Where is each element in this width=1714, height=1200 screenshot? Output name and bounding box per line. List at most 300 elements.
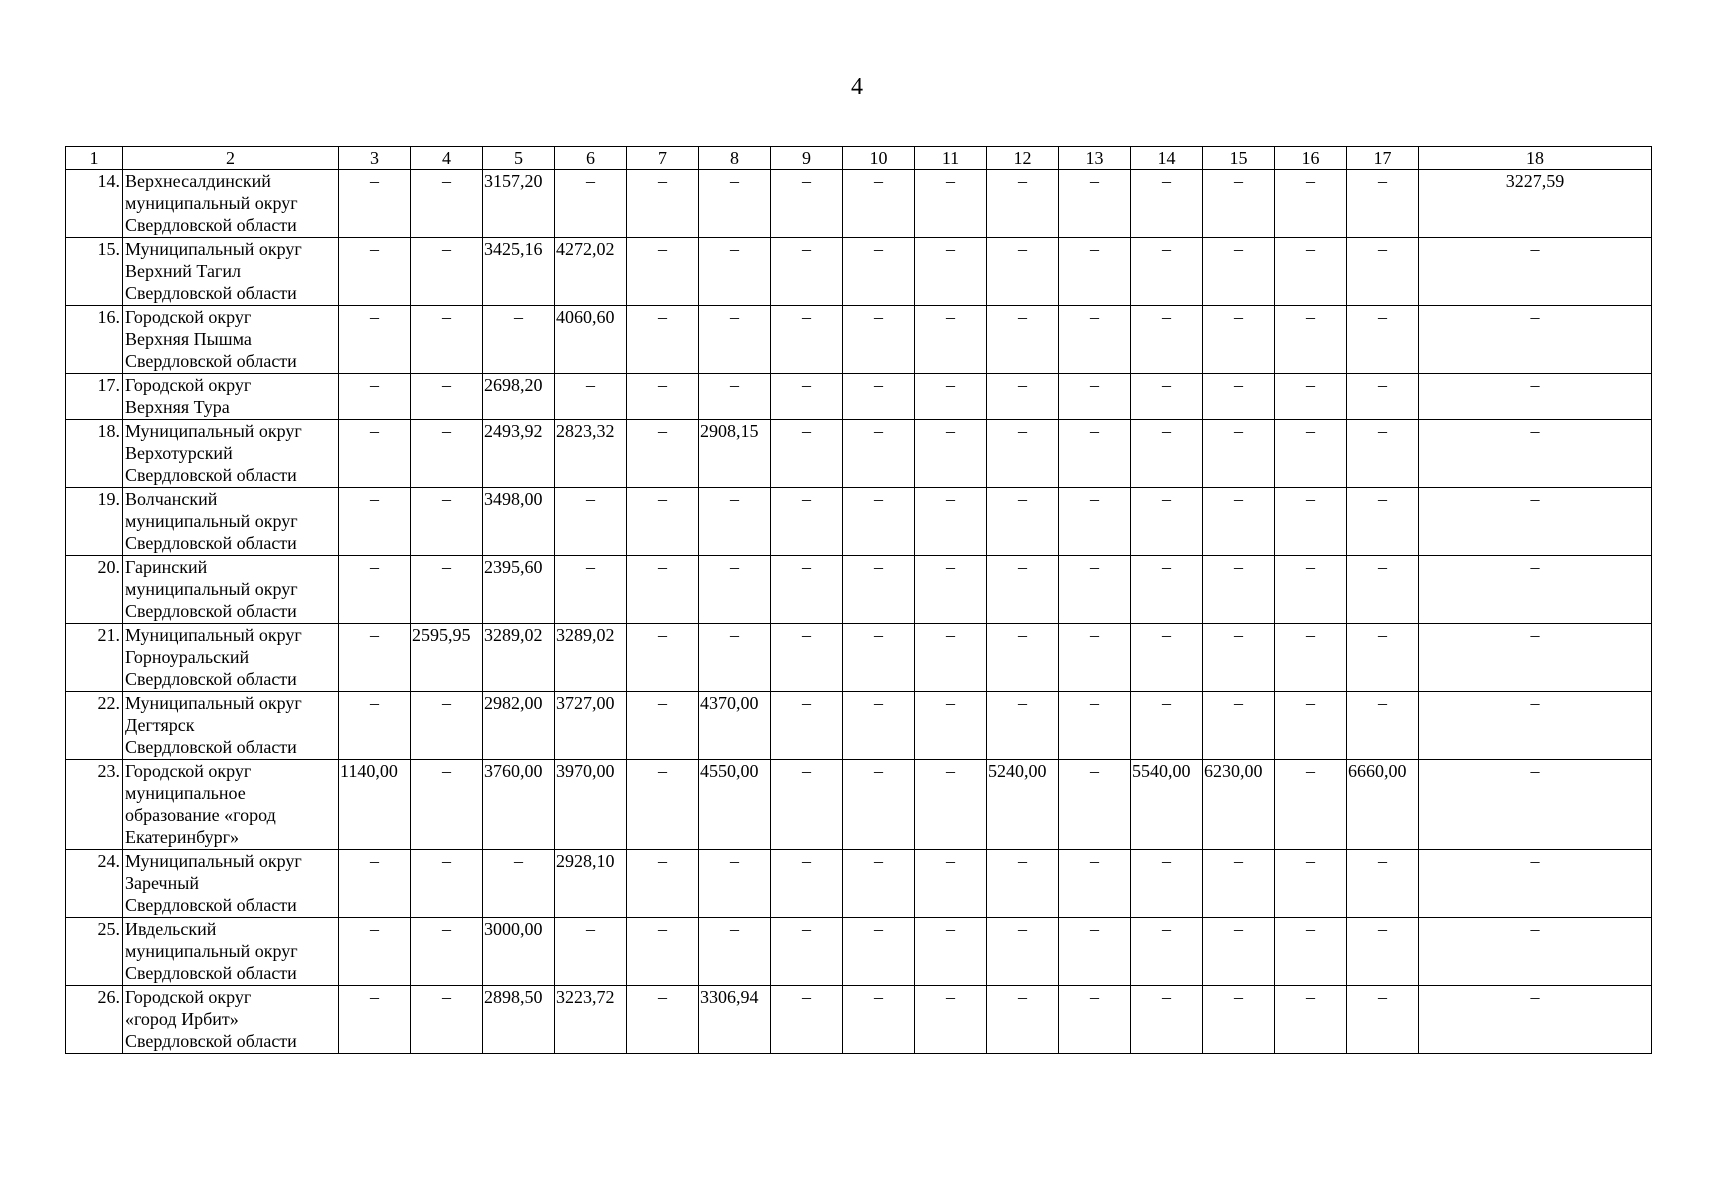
row-number: 25. bbox=[66, 918, 123, 986]
value-cell: 2493,92 bbox=[483, 420, 555, 488]
column-header: 15 bbox=[1203, 147, 1275, 170]
municipality-name-line: муниципальный округ bbox=[125, 941, 298, 961]
row-number: 22. bbox=[66, 692, 123, 760]
value-cell: – bbox=[411, 692, 483, 760]
municipality-name-line: Свердловской области bbox=[125, 895, 297, 915]
value-cell: – bbox=[1203, 918, 1275, 986]
value-cell: 6230,00 bbox=[1203, 760, 1275, 850]
table-row bbox=[66, 760, 1652, 850]
value-cell: – bbox=[987, 374, 1059, 420]
value-cell: 4060,60 bbox=[555, 306, 627, 374]
value-cell: – bbox=[1275, 306, 1347, 374]
value-cell: 2908,15 bbox=[699, 420, 771, 488]
row-number: 17. bbox=[66, 374, 123, 420]
value-cell: – bbox=[1131, 850, 1203, 918]
value-cell: – bbox=[987, 850, 1059, 918]
table-row bbox=[66, 624, 1652, 692]
value-cell: – bbox=[987, 556, 1059, 624]
value-cell: – bbox=[1275, 374, 1347, 420]
municipality-name-line: Свердловской области bbox=[125, 669, 297, 689]
municipality-name-line: Свердловской области bbox=[125, 533, 297, 553]
value-cell: – bbox=[1203, 170, 1275, 238]
value-cell: – bbox=[627, 238, 699, 306]
row-number: 20. bbox=[66, 556, 123, 624]
value-cell: – bbox=[771, 918, 843, 986]
value-cell: – bbox=[843, 420, 915, 488]
value-cell: – bbox=[1347, 488, 1419, 556]
value-cell: – bbox=[1131, 556, 1203, 624]
value-cell: – bbox=[771, 170, 843, 238]
municipality-name-line: Муниципальный округ bbox=[125, 239, 302, 259]
value-cell: – bbox=[1347, 624, 1419, 692]
municipality-name-line: Ивдельский bbox=[125, 919, 217, 939]
value-cell: – bbox=[843, 374, 915, 420]
row-number: 21. bbox=[66, 624, 123, 692]
value-cell: – bbox=[411, 850, 483, 918]
value-cell: – bbox=[1347, 850, 1419, 918]
municipality-name-line: Свердловской области bbox=[125, 283, 297, 303]
value-cell: 6660,00 bbox=[1347, 760, 1419, 850]
value-cell: – bbox=[555, 374, 627, 420]
value-cell: – bbox=[627, 850, 699, 918]
value-cell: – bbox=[699, 556, 771, 624]
value-cell: – bbox=[1131, 918, 1203, 986]
tariff-table bbox=[65, 146, 1652, 1054]
value-cell: 3760,00 bbox=[483, 760, 555, 850]
value-cell: – bbox=[915, 556, 987, 624]
value-cell: – bbox=[915, 170, 987, 238]
value-cell: – bbox=[339, 986, 411, 1054]
value-cell: – bbox=[555, 556, 627, 624]
value-cell: – bbox=[1131, 692, 1203, 760]
value-cell: – bbox=[1059, 306, 1131, 374]
value-cell: – bbox=[1347, 692, 1419, 760]
table-row bbox=[66, 238, 1652, 306]
value-cell: – bbox=[915, 850, 987, 918]
value-cell: 3306,94 bbox=[699, 986, 771, 1054]
value-cell: – bbox=[843, 986, 915, 1054]
value-cell: – bbox=[339, 488, 411, 556]
table-row bbox=[66, 488, 1652, 556]
municipality-name bbox=[123, 488, 339, 556]
value-cell: 2698,20 bbox=[483, 374, 555, 420]
municipality-name-line: Свердловской области bbox=[125, 465, 297, 485]
value-cell: – bbox=[1275, 488, 1347, 556]
value-cell: – bbox=[1203, 420, 1275, 488]
column-header: 10 bbox=[843, 147, 915, 170]
value-cell: – bbox=[555, 488, 627, 556]
municipality-name bbox=[123, 918, 339, 986]
value-cell: – bbox=[1203, 850, 1275, 918]
column-header: 2 bbox=[123, 147, 339, 170]
municipality-name-line: Свердловской области bbox=[125, 215, 297, 235]
value-cell: – bbox=[915, 374, 987, 420]
municipality-name-line: Верхнесалдинский bbox=[125, 171, 271, 191]
value-cell: – bbox=[627, 760, 699, 850]
value-cell: – bbox=[411, 556, 483, 624]
value-cell: – bbox=[843, 850, 915, 918]
value-cell: – bbox=[771, 556, 843, 624]
row-number: 19. bbox=[66, 488, 123, 556]
municipality-name-line: Верхний Тагил bbox=[125, 261, 241, 281]
value-cell: – bbox=[987, 488, 1059, 556]
value-cell: – bbox=[1347, 986, 1419, 1054]
value-cell: – bbox=[1059, 692, 1131, 760]
value-cell: – bbox=[1059, 986, 1131, 1054]
value-cell: – bbox=[1347, 306, 1419, 374]
value-cell: – bbox=[987, 986, 1059, 1054]
value-cell: – bbox=[1347, 170, 1419, 238]
value-cell: – bbox=[843, 170, 915, 238]
value-cell: – bbox=[915, 238, 987, 306]
column-header: 12 bbox=[987, 147, 1059, 170]
value-cell: – bbox=[1203, 624, 1275, 692]
value-cell: 3425,16 bbox=[483, 238, 555, 306]
value-cell: 3727,00 bbox=[555, 692, 627, 760]
value-cell: – bbox=[1131, 238, 1203, 306]
value-cell: – bbox=[1347, 238, 1419, 306]
column-header: 7 bbox=[627, 147, 699, 170]
value-cell: – bbox=[1275, 420, 1347, 488]
value-cell: – bbox=[1419, 986, 1652, 1054]
value-cell: – bbox=[699, 238, 771, 306]
value-cell: – bbox=[843, 692, 915, 760]
municipality-name-line: Городской округ bbox=[125, 375, 252, 395]
value-cell: – bbox=[1059, 850, 1131, 918]
value-cell: – bbox=[1275, 918, 1347, 986]
column-header: 9 bbox=[771, 147, 843, 170]
value-cell: – bbox=[987, 238, 1059, 306]
value-cell: – bbox=[555, 170, 627, 238]
value-cell: – bbox=[771, 692, 843, 760]
value-cell: – bbox=[1203, 556, 1275, 624]
municipality-name bbox=[123, 850, 339, 918]
column-header: 1 bbox=[66, 147, 123, 170]
value-cell: – bbox=[987, 420, 1059, 488]
value-cell: – bbox=[627, 918, 699, 986]
value-cell: – bbox=[843, 306, 915, 374]
value-cell: – bbox=[1131, 170, 1203, 238]
municipality-name-line: Муниципальный округ bbox=[125, 693, 302, 713]
value-cell: 3157,20 bbox=[483, 170, 555, 238]
municipality-name-line: Свердловской области bbox=[125, 351, 297, 371]
value-cell: – bbox=[1275, 986, 1347, 1054]
value-cell: – bbox=[915, 306, 987, 374]
value-cell: 2395,60 bbox=[483, 556, 555, 624]
value-cell: – bbox=[915, 760, 987, 850]
value-cell: – bbox=[1419, 488, 1652, 556]
value-cell: – bbox=[1203, 488, 1275, 556]
value-cell: – bbox=[1419, 918, 1652, 986]
municipality-name-line: Городской округ bbox=[125, 987, 252, 1007]
value-cell: – bbox=[627, 488, 699, 556]
municipality-name bbox=[123, 238, 339, 306]
value-cell: – bbox=[915, 420, 987, 488]
value-cell: 4550,00 bbox=[699, 760, 771, 850]
column-header: 11 bbox=[915, 147, 987, 170]
value-cell: – bbox=[627, 556, 699, 624]
value-cell: – bbox=[1059, 918, 1131, 986]
municipality-name-line: Муниципальный округ bbox=[125, 625, 302, 645]
table-row bbox=[66, 918, 1652, 986]
municipality-name bbox=[123, 624, 339, 692]
value-cell: – bbox=[843, 918, 915, 986]
value-cell: – bbox=[339, 306, 411, 374]
value-cell: – bbox=[1275, 692, 1347, 760]
table-row bbox=[66, 170, 1652, 238]
row-number: 24. bbox=[66, 850, 123, 918]
value-cell: 2898,50 bbox=[483, 986, 555, 1054]
value-cell: 4370,00 bbox=[699, 692, 771, 760]
value-cell: 3000,00 bbox=[483, 918, 555, 986]
value-cell: 3498,00 bbox=[483, 488, 555, 556]
value-cell: – bbox=[627, 692, 699, 760]
value-cell: – bbox=[339, 420, 411, 488]
value-cell: – bbox=[1275, 850, 1347, 918]
value-cell: – bbox=[1131, 420, 1203, 488]
value-cell: – bbox=[627, 624, 699, 692]
row-number: 26. bbox=[66, 986, 123, 1054]
value-cell: – bbox=[1131, 374, 1203, 420]
value-cell: 2982,00 bbox=[483, 692, 555, 760]
value-cell: – bbox=[915, 986, 987, 1054]
column-header: 17 bbox=[1347, 147, 1419, 170]
value-cell: – bbox=[627, 306, 699, 374]
value-cell: 3970,00 bbox=[555, 760, 627, 850]
value-cell: – bbox=[1419, 624, 1652, 692]
value-cell: – bbox=[1203, 238, 1275, 306]
row-number: 23. bbox=[66, 760, 123, 850]
value-cell: – bbox=[915, 692, 987, 760]
municipality-name-line: Дегтярск bbox=[125, 715, 195, 735]
value-cell: – bbox=[411, 306, 483, 374]
value-cell: – bbox=[771, 306, 843, 374]
municipality-name bbox=[123, 306, 339, 374]
value-cell: – bbox=[1275, 760, 1347, 850]
value-cell: – bbox=[339, 692, 411, 760]
value-cell: – bbox=[627, 374, 699, 420]
value-cell: – bbox=[699, 374, 771, 420]
municipality-name-line: Верхняя Тура bbox=[125, 397, 230, 417]
value-cell: – bbox=[411, 760, 483, 850]
value-cell: – bbox=[555, 918, 627, 986]
value-cell: 5540,00 bbox=[1131, 760, 1203, 850]
value-cell: – bbox=[771, 488, 843, 556]
value-cell: – bbox=[1419, 692, 1652, 760]
value-cell: – bbox=[1203, 986, 1275, 1054]
value-cell: – bbox=[1059, 170, 1131, 238]
value-cell: – bbox=[771, 420, 843, 488]
row-number: 18. bbox=[66, 420, 123, 488]
value-cell: – bbox=[915, 488, 987, 556]
column-header: 13 bbox=[1059, 147, 1131, 170]
municipality-name bbox=[123, 374, 339, 420]
column-header: 8 bbox=[699, 147, 771, 170]
value-cell: – bbox=[1419, 556, 1652, 624]
value-cell: – bbox=[699, 850, 771, 918]
value-cell: – bbox=[339, 850, 411, 918]
value-cell: – bbox=[1203, 306, 1275, 374]
table-row bbox=[66, 306, 1652, 374]
value-cell: – bbox=[1275, 170, 1347, 238]
table-body bbox=[66, 170, 1652, 1054]
value-cell: – bbox=[771, 760, 843, 850]
value-cell: – bbox=[987, 306, 1059, 374]
municipality-name-line: Екатеринбург» bbox=[125, 827, 239, 847]
municipality-name bbox=[123, 170, 339, 238]
value-cell: – bbox=[1203, 692, 1275, 760]
municipality-name bbox=[123, 986, 339, 1054]
value-cell: 3227,59 bbox=[1419, 170, 1652, 238]
value-cell: 3289,02 bbox=[555, 624, 627, 692]
municipality-name-line: образование «город bbox=[125, 805, 276, 825]
municipality-name-line: Свердловской области bbox=[125, 737, 297, 757]
value-cell: – bbox=[1131, 986, 1203, 1054]
table-row bbox=[66, 692, 1652, 760]
value-cell: – bbox=[771, 986, 843, 1054]
value-cell: 4272,02 bbox=[555, 238, 627, 306]
value-cell: – bbox=[1419, 306, 1652, 374]
value-cell: – bbox=[1275, 238, 1347, 306]
column-header: 6 bbox=[555, 147, 627, 170]
value-cell: – bbox=[411, 170, 483, 238]
row-number: 15. bbox=[66, 238, 123, 306]
value-cell: – bbox=[1059, 556, 1131, 624]
municipality-name-line: Городской округ bbox=[125, 307, 252, 327]
value-cell: – bbox=[1275, 556, 1347, 624]
value-cell: – bbox=[915, 624, 987, 692]
value-cell: – bbox=[1131, 306, 1203, 374]
column-header: 16 bbox=[1275, 147, 1347, 170]
value-cell: – bbox=[1059, 624, 1131, 692]
municipality-name-line: Верхотурский bbox=[125, 443, 233, 463]
value-cell: – bbox=[987, 624, 1059, 692]
value-cell: – bbox=[1059, 760, 1131, 850]
value-cell: – bbox=[1347, 918, 1419, 986]
municipality-name bbox=[123, 760, 339, 850]
value-cell: – bbox=[699, 624, 771, 692]
municipality-name-line: Горноуральский bbox=[125, 647, 250, 667]
value-cell: 2928,10 bbox=[555, 850, 627, 918]
value-cell: – bbox=[1059, 374, 1131, 420]
row-number: 16. bbox=[66, 306, 123, 374]
row-number: 14. bbox=[66, 170, 123, 238]
value-cell: – bbox=[1059, 238, 1131, 306]
value-cell: – bbox=[339, 918, 411, 986]
value-cell: – bbox=[1347, 374, 1419, 420]
table-row bbox=[66, 420, 1652, 488]
table-row bbox=[66, 986, 1652, 1054]
value-cell: – bbox=[411, 238, 483, 306]
value-cell: – bbox=[339, 624, 411, 692]
value-cell: – bbox=[1419, 374, 1652, 420]
value-cell: – bbox=[411, 374, 483, 420]
value-cell: – bbox=[1059, 488, 1131, 556]
municipality-name-line: Городской округ bbox=[125, 761, 252, 781]
value-cell: – bbox=[915, 918, 987, 986]
value-cell: 2595,95 bbox=[411, 624, 483, 692]
table-row bbox=[66, 556, 1652, 624]
column-header: 18 bbox=[1419, 147, 1652, 170]
column-header: 4 bbox=[411, 147, 483, 170]
value-cell: – bbox=[1419, 760, 1652, 850]
value-cell: – bbox=[771, 238, 843, 306]
municipality-name-line: Свердловской области bbox=[125, 963, 297, 983]
value-cell: – bbox=[843, 624, 915, 692]
municipality-name-line: муниципальное bbox=[125, 783, 246, 803]
municipality-name-line: Муниципальный округ bbox=[125, 421, 302, 441]
value-cell: – bbox=[1131, 488, 1203, 556]
value-cell: 3223,72 bbox=[555, 986, 627, 1054]
municipality-name bbox=[123, 420, 339, 488]
value-cell: – bbox=[1419, 238, 1652, 306]
value-cell: – bbox=[411, 918, 483, 986]
value-cell: – bbox=[339, 170, 411, 238]
column-number-header-row bbox=[66, 147, 1652, 170]
value-cell: – bbox=[1419, 850, 1652, 918]
value-cell: – bbox=[483, 850, 555, 918]
value-cell: – bbox=[699, 488, 771, 556]
value-cell: – bbox=[843, 238, 915, 306]
value-cell: 2823,32 bbox=[555, 420, 627, 488]
value-cell: – bbox=[699, 170, 771, 238]
municipality-name-line: Свердловской области bbox=[125, 1031, 297, 1051]
municipality-name-line: Заречный bbox=[125, 873, 199, 893]
value-cell: – bbox=[339, 238, 411, 306]
value-cell: – bbox=[1059, 420, 1131, 488]
municipality-name bbox=[123, 692, 339, 760]
municipality-name-line: муниципальный округ bbox=[125, 579, 298, 599]
value-cell: – bbox=[843, 556, 915, 624]
column-header: 14 bbox=[1131, 147, 1203, 170]
municipality-name-line: Гаринский bbox=[125, 557, 208, 577]
value-cell: – bbox=[627, 986, 699, 1054]
table-row bbox=[66, 374, 1652, 420]
value-cell: – bbox=[627, 420, 699, 488]
value-cell: – bbox=[411, 488, 483, 556]
value-cell: – bbox=[627, 170, 699, 238]
value-cell: – bbox=[411, 986, 483, 1054]
value-cell: – bbox=[1347, 420, 1419, 488]
municipality-name-line: Свердловской области bbox=[125, 601, 297, 621]
value-cell: – bbox=[987, 170, 1059, 238]
value-cell: – bbox=[1347, 556, 1419, 624]
table-row bbox=[66, 850, 1652, 918]
value-cell: – bbox=[411, 420, 483, 488]
page-number: 4 bbox=[851, 74, 863, 100]
value-cell: – bbox=[843, 760, 915, 850]
value-cell: – bbox=[699, 306, 771, 374]
municipality-name bbox=[123, 556, 339, 624]
value-cell: 3289,02 bbox=[483, 624, 555, 692]
value-cell: – bbox=[339, 556, 411, 624]
value-cell: – bbox=[1419, 420, 1652, 488]
value-cell: – bbox=[1203, 374, 1275, 420]
value-cell: – bbox=[699, 918, 771, 986]
value-cell: 5240,00 bbox=[987, 760, 1059, 850]
value-cell: – bbox=[843, 488, 915, 556]
value-cell: 1140,00 bbox=[339, 760, 411, 850]
municipality-name-line: «город Ирбит» bbox=[125, 1009, 239, 1029]
municipality-name-line: Муниципальный округ bbox=[125, 851, 302, 871]
value-cell: – bbox=[987, 692, 1059, 760]
value-cell: – bbox=[987, 918, 1059, 986]
value-cell: – bbox=[1131, 624, 1203, 692]
value-cell: – bbox=[483, 306, 555, 374]
value-cell: – bbox=[771, 850, 843, 918]
value-cell: – bbox=[771, 624, 843, 692]
value-cell: – bbox=[1275, 624, 1347, 692]
